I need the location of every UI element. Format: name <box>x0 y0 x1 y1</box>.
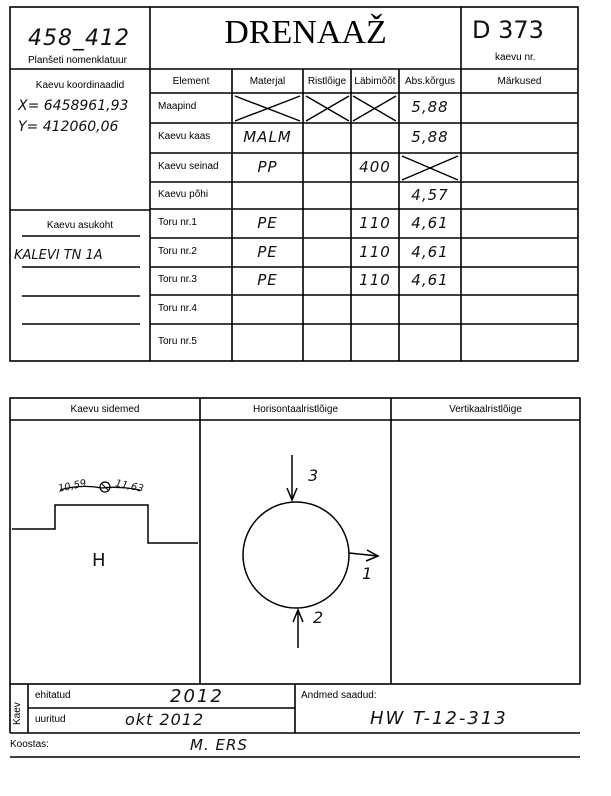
table-cell-element: Maapind <box>158 101 197 112</box>
table-cell-materjal: PE <box>257 242 278 261</box>
table-header-abs: Abs.kõrgus <box>404 76 456 87</box>
table-cell-materjal: MALM <box>243 128 292 146</box>
col-title-vertical: Vertikaalristlõige <box>449 404 522 415</box>
distance-right: 11,63 <box>114 478 145 495</box>
author-value: M. ERS <box>190 736 248 754</box>
table-header-element: Element <box>172 76 210 87</box>
table-cell-labimoot: 110 <box>359 271 391 289</box>
table-cell-abs: 4,61 <box>411 271 449 289</box>
coords-label: Kaevu koordinaadid <box>35 80 125 91</box>
site-sketch <box>12 482 198 543</box>
table-cell-materjal: PE <box>257 213 278 232</box>
table-cell-element: Kaevu kaas <box>158 131 211 142</box>
coord-x: X= 6458961,93 <box>18 98 129 114</box>
arrow-label-3: 3 <box>308 466 319 485</box>
table-cell-element: Kaevu seinad <box>158 160 219 172</box>
table-cell-element: Toru nr.5 <box>158 335 197 347</box>
table-cell-materjal: PE <box>257 271 278 289</box>
arrow-label-1: 1 <box>362 564 373 583</box>
table-cell-element: Toru nr.3 <box>158 274 197 285</box>
well-id: D 373 <box>472 16 544 44</box>
table-cell-abs: 5,88 <box>411 98 449 116</box>
author-label: Koostas: <box>10 739 49 750</box>
built-value: 2012 <box>170 686 224 707</box>
table-cell-element: Toru nr.1 <box>158 216 197 228</box>
table-cell-element: Toru nr.4 <box>158 302 197 314</box>
table-header-materjal: Materjal <box>249 76 286 87</box>
location-label: Kaevu asukoht <box>46 220 114 231</box>
table-cell-labimoot: 110 <box>359 242 391 261</box>
table-cell-abs: 4,61 <box>411 242 449 261</box>
table-cell-abs: 4,57 <box>411 185 449 204</box>
col-title-sidemed: Kaevu sidemed <box>70 404 140 415</box>
kaev-side-label: Kaev <box>12 702 23 725</box>
coord-y: Y= 412060,06 <box>18 119 119 135</box>
table-cell-abs: 5,88 <box>411 128 449 146</box>
table-header-ristloige: Ristlõige <box>307 76 347 87</box>
table-cell-materjal: PP <box>257 157 278 176</box>
table-header-labimoot: Läbimõõt <box>354 76 396 87</box>
arrow-label-2: 2 <box>313 608 324 627</box>
surveyed-value: okt 2012 <box>125 710 205 729</box>
plan-label: Planšeti nomenklatuur <box>28 55 127 66</box>
well-id-label: kaevu nr. <box>495 52 536 63</box>
table-cell-element: Toru nr.2 <box>158 245 197 257</box>
distance-left: 10,59 <box>57 478 88 495</box>
table-cell-labimoot: 400 <box>359 157 391 176</box>
data-source-value: HW T-12-313 <box>370 708 508 729</box>
table-cell-element: Kaevu põhi <box>158 188 209 200</box>
location-value: KALEVI TN 1A <box>14 248 103 263</box>
data-source-label: Andmed saadud: <box>301 690 377 701</box>
table-cell-abs: 4,61 <box>411 213 449 232</box>
page-title: DRENAAŽ <box>224 14 387 51</box>
table-cell-labimoot: 110 <box>359 213 391 232</box>
house-letter: H <box>92 550 106 571</box>
surveyed-label: uuritud <box>35 714 66 725</box>
plan-number: 458_412 <box>28 26 130 51</box>
col-title-horizontal: Horisontaalristlõige <box>252 404 339 415</box>
built-label: ehitatud <box>35 690 71 701</box>
table-header-markused: Märkused <box>497 76 542 87</box>
